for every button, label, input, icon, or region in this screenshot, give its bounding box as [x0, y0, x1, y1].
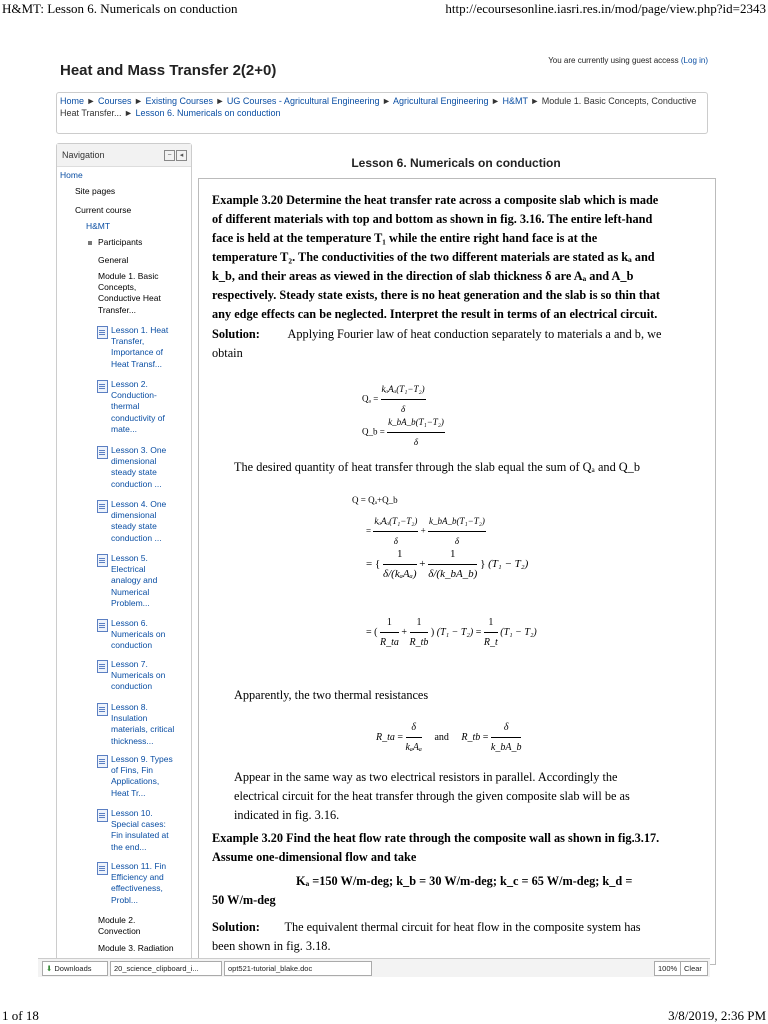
page-icon: [97, 703, 108, 716]
equation-q-rt: = ( $\frac{1}{R\_ta}$ + $\frac{1}{R\_tb}$ ) (T₁ − T₂) = $\frac{1}{R\_t}$ (T₁ − T₂): [366, 613, 537, 652]
equation-resistances: R_ta = $\frac{\delta}{\text{kₐAₐ}}$ and R_tb = $\frac{\delta}{k\_bA\_b}$: [376, 718, 521, 757]
nav-lesson-line: analogy and: [111, 575, 158, 586]
nav-lesson-1[interactable]: [111, 325, 189, 370]
nav-lesson-line: Applications,: [111, 776, 160, 787]
nav-participants[interactable]: Participants: [98, 237, 143, 247]
nav-lesson-line: Lesson 4. One: [111, 499, 167, 509]
page-icon: [97, 554, 108, 567]
nav-lesson-line: thickness...: [111, 735, 154, 746]
status-bar: [38, 958, 710, 977]
breadcrumb-courses[interactable]: Courses: [97, 96, 132, 106]
equation-q-resistance: = { $\frac{1}{\text{δ/(kₐAₐ)}}$ + $\frac{1}{\delta/(k\_bA\_b)}$ } (T₁ − T₂): [366, 545, 528, 584]
example2-text: [212, 829, 706, 867]
constants-line: 50 W/m-deg: [212, 893, 276, 907]
download-item-2[interactable]: opt521-tutorial_blake.doc: [224, 961, 372, 976]
clear-button[interactable]: Clear: [680, 961, 708, 976]
nav-lesson-line: Lesson 11. Fin: [111, 861, 167, 871]
page-icon: [97, 755, 108, 768]
breadcrumb-home[interactable]: Home: [60, 96, 85, 106]
nav-lesson-line: Electrical: [111, 564, 146, 575]
nav-lesson-line: Lesson 7.: [111, 659, 148, 669]
nav-lesson-line: dimensional: [111, 456, 157, 467]
nav-lesson-line: Fin insulated at: [111, 830, 169, 841]
constants-line: Kₐ =150 W/m-deg; k_b = 30 W/m-deg; k_c = 65 W/m-deg; k_d =: [296, 874, 633, 888]
solution2-line: been shown in fig. 3.18.: [212, 939, 331, 953]
collapse-icon[interactable]: −: [164, 150, 175, 161]
equation-qa-lhs: Qₐ =: [362, 393, 379, 404]
breadcrumb-separator: ►: [382, 96, 391, 106]
nav-lesson-line: Numerical: [111, 586, 150, 597]
breadcrumb-separator: ►: [86, 96, 96, 106]
equation-qb: [362, 413, 445, 452]
nav-lesson-line: Numericals on: [111, 629, 166, 640]
nav-lesson-line: thermal: [111, 401, 140, 412]
nav-lesson-8[interactable]: [111, 702, 189, 747]
example1-line: respectively. Steady state exists, there is no heat generation and the slab is so thin that: [212, 288, 661, 302]
dock-icon[interactable]: ◂: [176, 150, 187, 161]
equation-q-sum: Q = Qₐ+Q_b: [352, 495, 398, 505]
download-icon: ⬇: [46, 964, 53, 973]
breadcrumb-separator: ►: [134, 96, 143, 106]
nav-lesson-line: Special cases:: [111, 819, 166, 830]
nav-module1-line: Concepts,: [98, 282, 137, 293]
print-header-title: H&MT: Lesson 6. Numericals on conduction: [2, 1, 238, 16]
equation-q-expanded: = $\frac{\text{kₐAₐ(T₁−T₂)}}{\delta}$ + $\frac{\text{k\_bA\_b(T₁−T₂)}}{\delta}$: [366, 512, 486, 551]
breadcrumb-separator: ►: [530, 96, 540, 106]
nav-lesson-line: conduction: [111, 681, 153, 692]
nav-module2[interactable]: [98, 915, 188, 937]
zoom-level: 100%: [654, 961, 682, 976]
equation-qb-lhs: Q_b =: [362, 426, 385, 437]
solution1-line: obtain: [212, 346, 243, 360]
print-footer-date: 3/8/2019, 2:36 PM: [668, 1008, 766, 1023]
nav-lesson-line: conductivity of: [111, 412, 165, 423]
bullet-icon: [88, 241, 92, 245]
navigation-title: Navigation: [62, 150, 105, 160]
parallel-line: Appear in the same way as two electrical resistors in parallel. Accordingly the: [234, 770, 618, 784]
nav-lesson-line: Probl...: [111, 894, 138, 905]
nav-lesson-7[interactable]: [111, 659, 189, 693]
nav-lesson-line: materials, critical: [111, 724, 175, 735]
nav-module1-line: Module 1. Basic: [98, 271, 159, 281]
breadcrumb-agri-eng[interactable]: Agricultural Engineering: [392, 96, 489, 106]
example1-line: face is held at the temperature T₁ while the entire right hand face is at the: [212, 231, 598, 245]
nav-module2-line: Convection: [98, 926, 141, 937]
nav-lesson-line: steady state: [111, 521, 157, 532]
solution-label: Solution:: [212, 920, 260, 934]
nav-module1[interactable]: [98, 271, 188, 316]
breadcrumb-module1[interactable]: Module 1. Basic Concepts, Conductive Heat Transfer...: [60, 96, 697, 118]
page-icon: [97, 446, 108, 459]
solution2-line: The equivalent thermal circuit for heat flow in the composite system has: [284, 920, 641, 934]
login-link[interactable]: (Log in): [680, 56, 708, 65]
solution-label: Solution:: [212, 327, 260, 341]
page-icon: [97, 862, 108, 875]
nav-lesson-line: Problem...: [111, 597, 150, 608]
breadcrumb-separator: ►: [491, 96, 500, 106]
constants-text: [212, 872, 706, 910]
page-icon: [97, 380, 108, 393]
breadcrumb-existing-courses[interactable]: Existing Courses: [145, 96, 213, 106]
downloads-label: Downloads: [54, 964, 92, 973]
nav-module1-line: Conductive Heat: [98, 293, 161, 304]
example1-line: temperature T₂. The conductivities of the two different materials are stated as kₐ and: [212, 250, 655, 264]
example1-text: [212, 191, 706, 324]
login-info: [548, 56, 708, 65]
breadcrumb-separator: ►: [215, 96, 225, 106]
nav-lesson-line: Conduction-: [111, 390, 157, 401]
site-title[interactable]: Heat and Mass Transfer 2(2+0): [60, 62, 277, 79]
nav-module3[interactable]: Module 3. Radiation: [98, 943, 174, 953]
nav-lesson-line: Heat Tr...: [111, 787, 146, 798]
content-title: Lesson 6. Numericals on conduction: [351, 156, 561, 170]
nav-lesson-2[interactable]: [111, 379, 189, 435]
nav-lesson-line: Lesson 10.: [111, 808, 153, 818]
parallel-line: indicated in fig. 3.16.: [234, 808, 340, 822]
nav-lesson-9[interactable]: [111, 754, 189, 799]
nav-module1-line: Transfer...: [98, 304, 136, 315]
nav-lesson-3[interactable]: [111, 445, 189, 490]
nav-current-course[interactable]: Current course: [75, 205, 132, 215]
print-footer-page: 1 of 18: [2, 1008, 39, 1023]
nav-lesson-line: Lesson 2.: [111, 379, 148, 389]
parallel-text: [234, 768, 704, 825]
breadcrumb-lesson6[interactable]: Lesson 6. Numericals on conduction: [135, 108, 281, 118]
nav-lesson-line: steady state: [111, 467, 157, 478]
page-icon: [97, 326, 108, 339]
nav-lesson-5[interactable]: [111, 553, 189, 609]
download-item-1[interactable]: 20_science_clipboard_i...: [110, 961, 222, 976]
parallel-line: electrical circuit for the heat transfer through the given composite slab will be as: [234, 789, 630, 803]
downloads-button[interactable]: [42, 961, 108, 976]
navigation-header: [57, 144, 191, 167]
nav-lesson-line: mate...: [111, 423, 137, 434]
nav-site-pages[interactable]: Site pages: [75, 186, 116, 196]
page-icon: [97, 660, 108, 673]
nav-lesson-line: Lesson 3. One: [111, 445, 167, 455]
login-text: You are currently using guest access: [548, 56, 679, 65]
nav-lesson-line: effectiveness,: [111, 883, 163, 894]
apparently-text: Apparently, the two thermal resistances: [234, 688, 429, 702]
nav-lesson-line: Lesson 6.: [111, 618, 148, 628]
and-word: and: [434, 731, 449, 743]
nav-lesson-10[interactable]: [111, 808, 189, 853]
breadcrumb-ug-courses[interactable]: UG Courses - Agricultural Engineering: [226, 96, 380, 106]
example1-line: Example 3.20 Determine the heat transfer rate across a composite slab which is made: [212, 193, 659, 207]
nav-lesson-11[interactable]: [111, 861, 189, 906]
nav-course-hmt[interactable]: H&MT: [86, 221, 111, 231]
print-header-url: http://ecoursesonline.iasri.res.in/mod/page/view.php?id=2343: [445, 1, 766, 16]
nav-lesson-6[interactable]: [111, 618, 189, 652]
example1-line: k_b, and their areas as viewed in the direction of slab thickness δ are Aₐ and A_b: [212, 269, 634, 283]
nav-lesson-line: Lesson 5.: [111, 553, 148, 563]
nav-lesson-line: Lesson 1. Heat: [111, 325, 169, 335]
nav-lesson-line: Efficiency and: [111, 872, 164, 883]
example1-line: any edge effects can be neglected. Interpret the result in terms of an electrical circuit.: [212, 307, 658, 321]
breadcrumb: [56, 92, 708, 134]
nav-lesson-line: conduction ...: [111, 478, 162, 489]
example1-line: of different materials with top and bottom as shown in fig. 3.16. The entire left-hand: [212, 212, 653, 226]
example2-line: Assume one-dimensional flow and take: [212, 850, 417, 864]
nav-general[interactable]: General: [98, 255, 129, 265]
nav-lesson-line: Lesson 9. Types: [111, 754, 173, 764]
nav-lesson-4[interactable]: [111, 499, 189, 544]
print-header: [0, 0, 768, 18]
breadcrumb-separator: ►: [124, 108, 133, 118]
nav-lesson-line: Heat Transf...: [111, 358, 163, 369]
nav-lesson-line: Lesson 8.: [111, 702, 148, 712]
nav-lesson-line: Transfer,: [111, 336, 145, 347]
solution2: [212, 918, 706, 956]
nav-lesson-line: dimensional: [111, 510, 157, 521]
page-icon: [97, 809, 108, 822]
fraction: $\frac{\text{kₐAₐ(T₁−T₂)}}{\delta}$: [381, 380, 426, 419]
page-icon: [97, 500, 108, 513]
nav-lesson-line: Insulation: [111, 713, 148, 724]
nav-lesson-line: of Fins, Fin: [111, 765, 154, 776]
nav-lesson-line: conduction: [111, 640, 153, 651]
fraction: $\frac{\text{k\_bA\_b(T₁−T₂)}}{\delta}$: [387, 413, 445, 452]
example2-line: Example 3.20 Find the heat flow rate through the composite wall as shown in fig.3.17.: [212, 831, 660, 845]
breadcrumb-hmt[interactable]: H&MT: [502, 96, 528, 106]
nav-lesson-line: conduction ...: [111, 532, 162, 543]
nav-lesson-line: Numericals on: [111, 670, 166, 681]
sum-text: The desired quantity of heat transfer through the slab equal the sum of Qₐ and Q_b: [234, 460, 640, 474]
solution1-line: Applying Fourier law of heat conduction separately to materials a and b, we: [287, 327, 662, 341]
nav-module2-line: Module 2.: [98, 915, 136, 925]
nav-lesson-line: Importance of: [111, 347, 163, 358]
solution1: [212, 325, 706, 363]
nav-lesson-line: the end...: [111, 841, 147, 852]
page-icon: [97, 619, 108, 632]
nav-home[interactable]: Home: [60, 170, 83, 180]
